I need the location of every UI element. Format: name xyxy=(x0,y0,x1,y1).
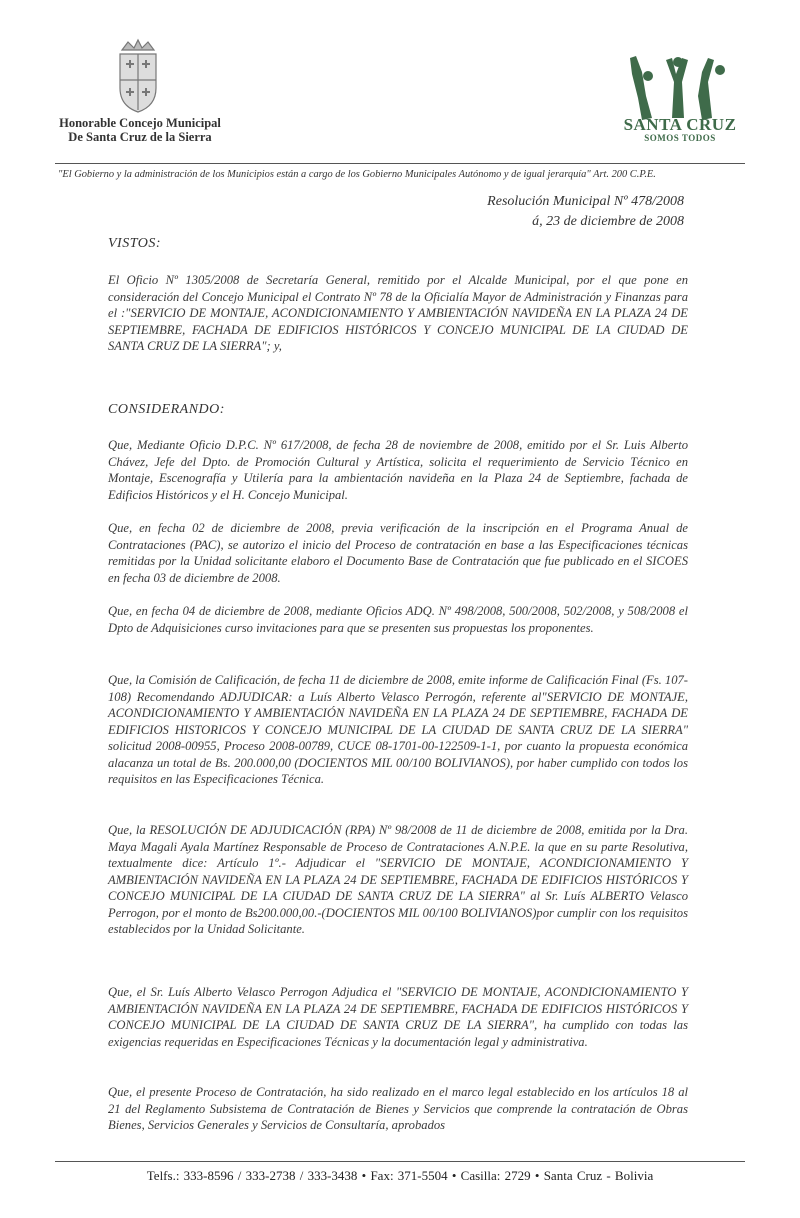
resolution-header xyxy=(487,192,684,232)
paragraph-considerando-5: Que, la RESOLUCIÓN DE ADJUDICACIÓN (RPA) Nº 98/2008 de 11 de diciembre de 2008, emitida por la Dra. Maya Magali Ayala Martínez Responsable de Proceso de Contrataciones A.N.P.E. la que en su parte Resolutiva, textualmente dice: Artículo 1º.- Adjudicar el "SERVICIO DE MONTAJE, ACONDICIONAMIENTO Y AMBIENTACIÓN NAVIDEÑA EN LA PLAZA 24 DE SEPTIEMBRE, FACHADA DE EDIFICIOS HISTÓRICOS Y CONCEJO MUNICIPAL DE LA CIUDAD DE SANTA CRUZ DE LA SIERRA" al Sr. Luís ALBERTO Velasco Perrogon, por el monto de Bs200.000,00.-(DOCIENTOS MIL 00/100 BOLIVIANOS)por cumplir con los requisitos establecidos por la Unidad Solicitante. xyxy=(108,823,688,936)
logo-text-top: SANTA CRUZ xyxy=(623,115,737,134)
org-name-line2: De Santa Cruz de la Sierra xyxy=(68,130,212,144)
logo-text-bottom: SOMOS TODOS xyxy=(644,133,716,143)
header-divider xyxy=(55,163,745,164)
org-name-line1: Honorable Concejo Municipal xyxy=(59,116,221,130)
paragraph-considerando-6: Que, el Sr. Luís Alberto Velasco Perrogon Adjudica el "SERVICIO DE MONTAJE, ACONDICIONAMIENTO Y AMBIENTACIÓN NAVIDEÑA EN LA PLAZA 24 DE SEPTIEMBRE, FACHADA DE EDIFICIOS HISTÓRICOS Y CONCEJO MUNICIPAL DE LA CIUDAD DE SANTA CRUZ DE LA SIERRA", ha cumplido con todas las exigencias requeridas en Especificaciones Técnicas y la documentación legal y administrativa. xyxy=(108,985,688,1049)
vistos-heading: VISTOS: xyxy=(108,236,162,251)
organization-name xyxy=(55,116,225,144)
footer-contact: Telfs.: 333-8596 / 333-2738 / 333-3438 • Fax: 371-5504 • Casilla: 2729 • Santa Cruz - Bolivia xyxy=(146,1168,654,1183)
paragraph-considerando-4: Que, la Comisión de Calificación, de fecha 11 de diciembre de 2008, emite informe de Calificación Final (Fs. 107-108) Recomendando ADJUDICAR: a Luís Alberto Velasco Perrogón, referente al"SERVICIO DE MONTAJE, ACONDICIONAMIENTO Y AMBIENTACIÓN NAVIDEÑA EN LA PLAZA 24 DE SEPTIEMBRE, FACHADA DE EDIFICIOS HISTORICOS Y CONCEJO MUNICIPAL DE LA CIUDAD DE SANTA CRUZ DE LA SIERRA" solicitud 2008-00955, Proceso 2008-00789, CUCE 08-1701-00-122509-1-1, por cuanto la propuesta económica alacanza un total de Bs. 200.000,00 (DOCIENTOS MIL 00/100 BOLIVIANOS), por haber cumplido con todos los requisitos en las Especificaciones Técnica. xyxy=(108,673,688,786)
logo-caption xyxy=(620,116,740,144)
footer-divider xyxy=(55,1161,745,1162)
resolution-number: Resolución Municipal Nº 478/2008 xyxy=(487,194,684,209)
paragraph-considerando-2: Que, en fecha 02 de diciembre de 2008, previa verificación de la inscripción en el Programa Anual de Contrataciones (PAC), se autorizo el inicio del Proceso de contratación en base a las Especificaciones técnicas remitidas por la Unidad solicitante elaboro el Documento Base de Contratación que fue publicado en el SICOES en fecha 03 de diciembre de 2008. xyxy=(108,521,688,585)
paragraph-considerando-7: Que, el presente Proceso de Contratación, ha sido realizado en el marco legal establecido en los artículos 18 al 21 del Reglamento Subsistema de Contratación de Bienes y Servicios que comprende la contratación de Obras Bienes, Servicios Generales y Servicios de Consultaría, aprobados xyxy=(108,1085,688,1132)
paragraph-considerando-1: Que, Mediante Oficio D.P.C. Nº 617/2008, de fecha 28 de noviembre de 2008, emitido por el Sr. Luis Alberto Chávez, Jefe del Dpto. de Promoción Cultural y Artística, solicita el requerimiento de Servicio Técnico en Montaje, Escenografía y Utilería para la ambientación navideña en la Plaza 24 de Septiembre, fachada de Edificios Históricos y el H. Concejo Municipal. xyxy=(108,438,688,502)
paragraph-considerando-3: Que, en fecha 04 de diciembre de 2008, mediante Oficios ADQ. Nº 498/2008, 500/2008, 502/2008, y 508/2008 el Dpto de Adquisiciones curso invitaciones para que se presenten sus propuestas los proponentes. xyxy=(108,604,688,635)
paragraph-vistos: El Oficio Nº 1305/2008 de Secretaría General, remitido por el Alcalde Municipal, por el que pone en consideración del Concejo Municipal el Contrato Nº 78 de la Oficialía Mayor de Administración y Finanzas para el :"SERVICIO DE MONTAJE, ACONDICIONAMIENTO Y AMBIENTACIÓN NAVIDEÑA EN LA PLAZA 24 DE SEPTIEMBRE, FACHADA DE EDIFICIOS HISTÓRICOS Y CONCEJO MUNICIPAL DE LA CIUDAD DE SANTA CRUZ DE LA SIERRA"; y, xyxy=(108,273,688,353)
resolution-date: á, 23 de diciembre de 2008 xyxy=(532,214,684,229)
coat-of-arms-icon xyxy=(108,36,168,114)
constitution-quote: "El Gobierno y la administración de los Municipios están a cargo de los Gobierno Municipales Autónomo y de igual jerarquía" Art. 200 C.P.E. xyxy=(58,169,656,180)
considerando-heading: CONSIDERANDO: xyxy=(108,402,225,417)
